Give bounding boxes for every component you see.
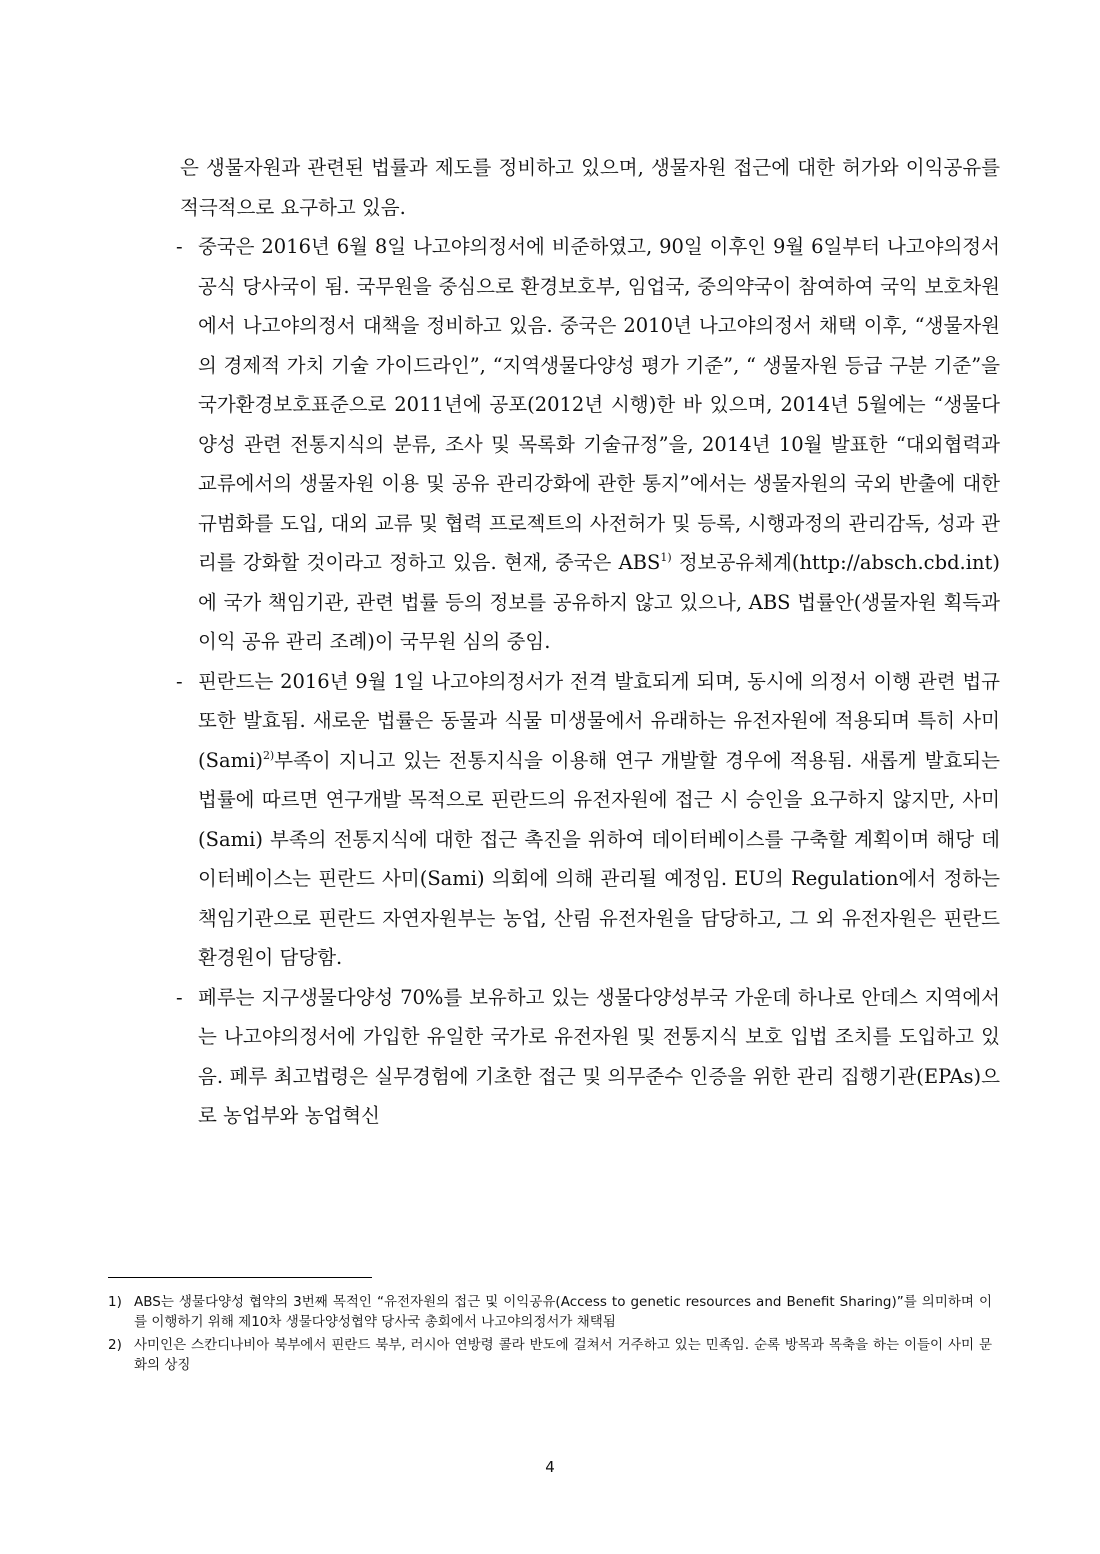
footnote-text: ABS는 생물다양성 협약의 3번째 목적인 “유전자원의 접근 및 이익공유(Access to genetic resources and Benefit Sharing)”를 의미하며 이를 이행하기 위해 제10차 생물다양성협약 당사국 총회에서 나고야의정서가 채택됨 [134, 1294, 992, 1330]
footnote-text: 사미인은 스칸디나비아 북부에서 핀란드 북부, 러시아 연방령 콜라 반도에 걸쳐서 거주하고 있는 민족임. 순록 방목과 목축을 하는 이들이 사미 문화의 상징 [134, 1337, 992, 1373]
bullet-finland [170, 662, 1000, 978]
china-text-part2: 정보공유체계(http://absch.cbd.int)에 국가 책임기관, 관련 법률 등의 정보를 공유하지 않고 있으나, ABS 법률안(생물자원 획득과 이익 공유 관리 조례)이 국무원 심의 중임. [198, 551, 1000, 653]
finland-text-part1: 핀란드는 2016년 9월 1일 나고야의정서가 전격 발효되게 되며, 동시에 의정서 이행 관련 법규 또한 발효됨. 새로운 법률은 동물과 식물 미생물에서 유래하는 유전자원에 적용되며 특히 사미(Sami) [198, 669, 1000, 772]
footnote-1 [108, 1292, 992, 1332]
footnotes [108, 1292, 992, 1378]
footnote-ref-1[interactable]: 1) [660, 551, 672, 564]
bullet-marker: - [176, 985, 183, 1009]
china-text-part1: 중국은 2016년 6월 8일 나고야의정서에 비준하였고, 90일 이후인 9월 6일부터 나고야의정서 공식 당사국이 됨. 국무원을 중심으로 환경보호부, 임업국, 중의약국이 참여하여 국익 보호차원에서 나고야의정서 대책을 정비하고 있음. 중국은 2010년 나고야의정서 채택 이후, “생물자원의 경제적 가치 기술 가이드라인”, “지역생물다양성 평가 기준”, “ 생물자원 등급 구분 기준”을 국가환경보호표준으로 2011년에 공포(2012년 시행)한 바 있으며, 2014년 5월에는 “생물다양성 관련 전통지식의 분류, 조사 및 목록화 기술규정”을, 2014년 10월 발표한 “대외협력과 교류에서의 생물자원 이용 및 공유 관리강화에 관한 통지”에서는 생물자원의 국외 반출에 대한 규범화를 도입, 대외 교류 및 협력 프로젝트의 사전허가 및 등록, 시행과정의 관리감독, 성과 관리를 강화할 것이라고 정하고 있음. 현재, 중국은 ABS [198, 235, 1000, 574]
bullet-peru [170, 978, 1000, 1136]
peru-text: 페루는 지구생물다양성 70%를 보유하고 있는 생물다양성부국 가운데 하나로 안데스 지역에서는 나고야의정서에 가입한 유일한 국가로 유전자원 및 전통지식 보호 입법 조치를 도입하고 있음. 페루 최고법령은 실무경험에 기초한 접근 및 의무준수 인증을 위한 관리 집행기관(EPAs)으로 농업부와 농업혁신 [198, 985, 1000, 1127]
intro-paragraph: 은 생물자원과 관련된 법률과 제도를 정비하고 있으며, 생물자원 접근에 대한 허가와 이익공유를 적극적으로 요구하고 있음. [180, 156, 1000, 219]
page-number: 4 [545, 1458, 555, 1476]
footnote-number: 2) [108, 1337, 122, 1353]
footnote-ref-2[interactable]: 2) [262, 748, 275, 762]
footnote-2 [108, 1335, 992, 1375]
bullet-china [170, 227, 1000, 662]
footnote-number: 1) [108, 1294, 122, 1310]
bullet-marker: - [176, 669, 183, 693]
finland-text-part2: 부족이 지니고 있는 전통지식을 이용해 연구 개발할 경우에 적용됨. 새롭게 발효되는 법률에 따르면 연구개발 목적으로 핀란드의 유전자원에 접근 시 승인을 요구하지 않지만, 사미(Sami) 부족의 전통지식에 대한 접근 촉진을 위하여 데이터베이스를 구축할 계획이며 해당 데이터베이스는 핀란드 사미(Sami) 의회에 의해 관리될 예정임. EU의 Regulation에서 정하는 책임기관으로 핀란드 자연자원부는 농업, 산림 유전자원을 담당하고, 그 외 유전자원은 핀란드 환경원이 담당함. [198, 748, 1000, 969]
body-text [170, 148, 1000, 1136]
bullet-marker: - [176, 235, 183, 258]
footnote-divider [108, 1277, 372, 1278]
